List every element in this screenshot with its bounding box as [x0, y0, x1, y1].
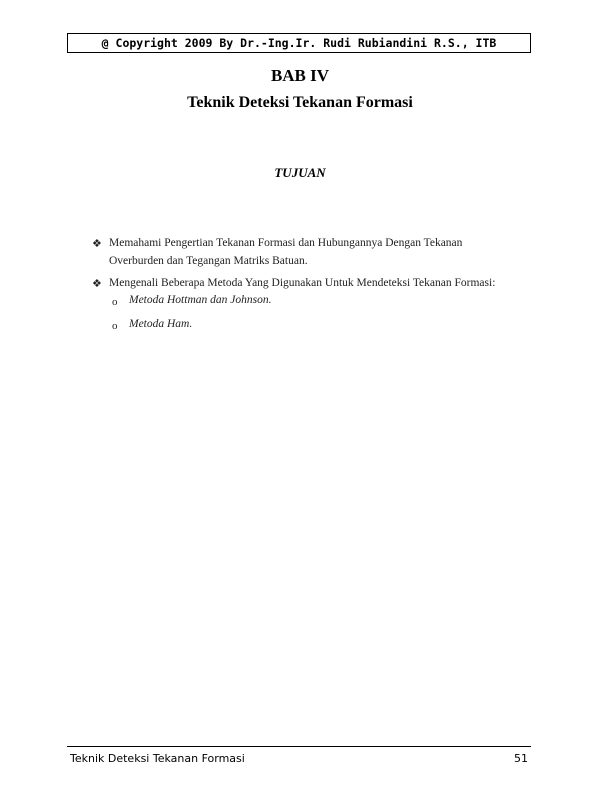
sub-bullet-icon: o: [112, 296, 118, 308]
footer-title: Teknik Deteksi Tekanan Formasi: [70, 752, 245, 765]
chapter-title: Teknik Deteksi Tekanan Formasi: [187, 94, 413, 111]
footer-divider: [67, 746, 531, 747]
chapter-number: BAB IV: [270, 66, 330, 85]
objectives-heading: TUJUAN: [274, 165, 326, 180]
page-number: 51: [514, 752, 528, 765]
sub-item-2: Metoda Ham.: [129, 318, 193, 330]
objective-item-1-line-1: Memahami Pengertian Tekanan Formasi dan Hubungannya Dengan Tekanan: [109, 237, 463, 249]
copyright-text: @ Copyright 2009 By Dr.-Ing.Ir. Rudi Rubiandini R.S., ITB: [101, 36, 497, 50]
diamond-bullet-icon: ❖: [92, 277, 102, 290]
sub-item-1: Metoda Hottman dan Johnson.: [129, 294, 272, 306]
copyright-header: [67, 33, 531, 53]
diamond-bullet-icon: ❖: [92, 237, 102, 250]
objective-item-1-line-2: Overburden dan Tegangan Matriks Batuan.: [109, 255, 308, 267]
objective-item-2-line-1: Mengenali Beberapa Metoda Yang Digunakan Untuk Mendeteksi Tekanan Formasi:: [109, 277, 496, 289]
sub-bullet-icon: o: [112, 320, 118, 332]
